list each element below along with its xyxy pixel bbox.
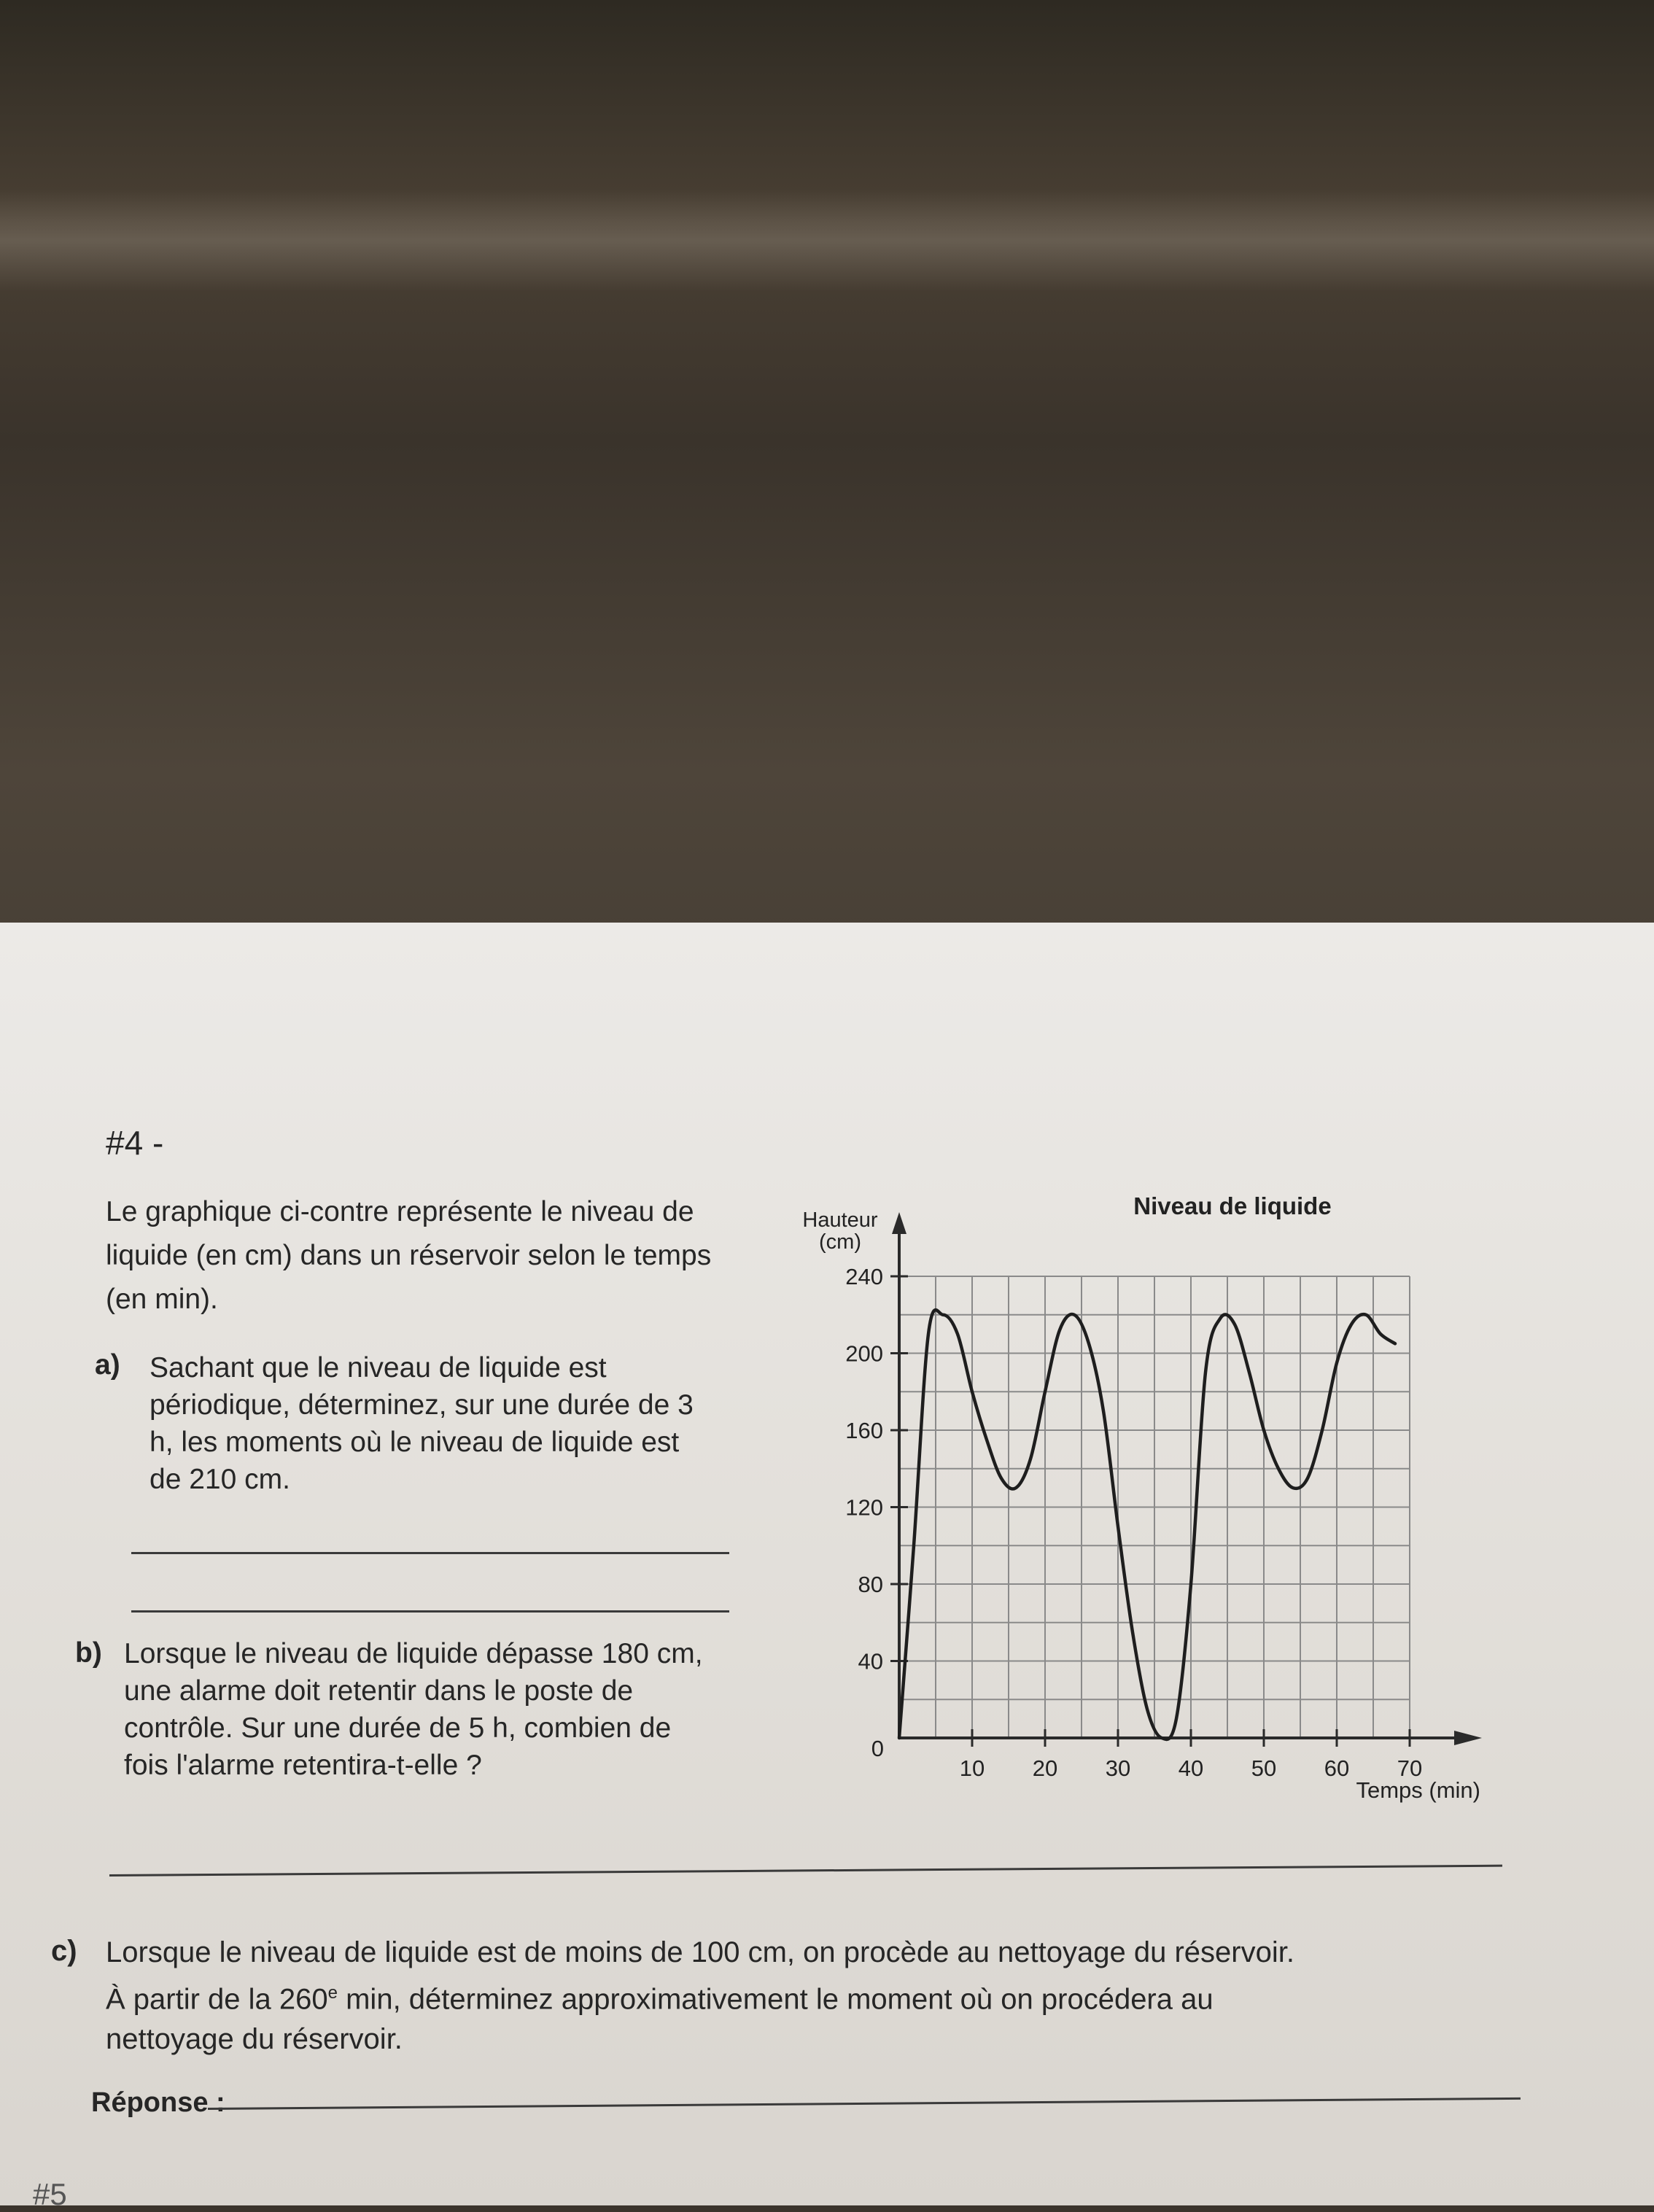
x-tick-label: 10 xyxy=(959,1755,985,1781)
y-tick-label: 160 xyxy=(845,1418,883,1443)
question-c-text xyxy=(106,1933,1491,2060)
y-axis-label-line2: (cm) xyxy=(819,1230,861,1254)
origin-label: 0 xyxy=(871,1736,884,1761)
question-b-text: Lorsque le niveau de liquide dépasse 180 cm, une alarme doit retentir dans le poste de contrôle. Sur une durée de 5 h, combien de fois l'alarme retentira-t-elle ? xyxy=(124,1638,703,1781)
chart-ticks xyxy=(890,1276,1410,1747)
liquid-level-line xyxy=(899,1310,1395,1739)
question-c-line2-start: À partir de la 260 xyxy=(106,1983,328,2016)
question-c-line2-end: min, déterminez approximativement le moment où on procédera au xyxy=(338,1983,1214,2016)
chart-title: Niveau de liquide xyxy=(1133,1192,1332,1219)
y-tick-label: 80 xyxy=(858,1572,883,1597)
response-label: Réponse : xyxy=(91,2087,225,2118)
question-c-line3: nettoyage du réservoir. xyxy=(106,2023,403,2056)
x-tick-label: 60 xyxy=(1324,1755,1350,1781)
desk-glare xyxy=(0,190,1654,292)
question-c-label: c) xyxy=(51,1935,77,1967)
y-tick-label: 120 xyxy=(845,1494,883,1521)
x-axis-label: Temps (min) xyxy=(1356,1777,1480,1803)
x-axis-arrow xyxy=(1454,1731,1482,1745)
x-tick-label: 50 xyxy=(1251,1755,1277,1781)
question-a-text: Sachant que le niveau de liquide est périodique, déterminez, sur une durée de 3 h, les moments où le niveau de liquide est de 210 cm. xyxy=(150,1352,694,1495)
question-c-line1: Lorsque le niveau de liquide est de moins de 100 cm, on procède au nettoyage du réservoir. xyxy=(106,1936,1294,1968)
problem-intro: Le graphique ci-contre représente le niveau de liquide (en cm) dans un réservoir selon le temps (en min). xyxy=(106,1196,712,1315)
question-a-label: a) xyxy=(95,1349,120,1381)
y-tick-label: 200 xyxy=(845,1340,883,1367)
question-c-superscript: e xyxy=(327,1983,338,2003)
chart-tick-labels xyxy=(845,1264,1422,1781)
next-problem-number: #5 xyxy=(33,2177,67,2211)
answer-line-a1[interactable] xyxy=(131,1552,729,1554)
y-axis-arrow xyxy=(892,1212,906,1234)
y-axis-label-line1: Hauteur xyxy=(802,1208,878,1232)
x-tick-label: 30 xyxy=(1105,1755,1131,1781)
x-tick-label: 70 xyxy=(1397,1755,1423,1781)
chart-grid xyxy=(899,1276,1410,1738)
y-tick-label: 240 xyxy=(845,1264,883,1289)
question-b-label: b) xyxy=(75,1637,102,1669)
liquid-level-chart xyxy=(788,1181,1502,1823)
x-tick-label: 40 xyxy=(1178,1755,1204,1781)
question-c-line2 xyxy=(106,1973,1491,2019)
x-tick-label: 20 xyxy=(1032,1755,1058,1781)
y-tick-label: 40 xyxy=(858,1648,883,1674)
chart-axes xyxy=(892,1212,1482,1745)
problem-number: #4 - xyxy=(106,1124,164,1162)
answer-line-a2[interactable] xyxy=(131,1610,729,1613)
